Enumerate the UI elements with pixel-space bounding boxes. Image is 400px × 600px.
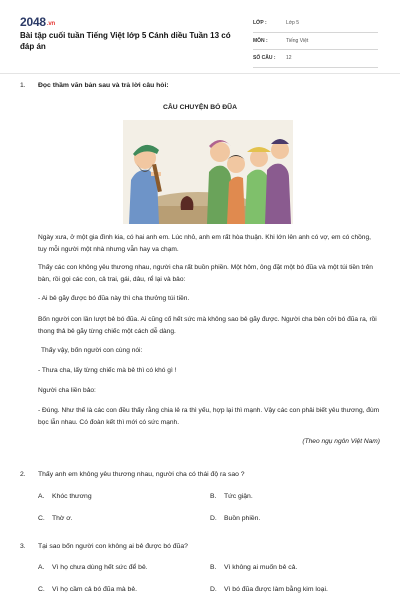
question-number: 1.: [20, 82, 26, 89]
option-key: D.: [210, 586, 217, 593]
logo-text: 2048: [20, 15, 46, 29]
option-text: Thờ ơ.: [52, 515, 73, 522]
story-paragraph: Thấy vậy, bốn người con cùng nói:: [41, 347, 143, 354]
option-key: A.: [38, 493, 45, 500]
option-d[interactable]: [210, 586, 328, 593]
question-text: Thấy anh em không yêu thương nhau, người cha có thái độ ra sao ?: [38, 471, 245, 478]
story-paragraph: - Thưa cha, lấy từng chiếc mà bẻ thì có khó gì !: [38, 367, 177, 374]
option-key: C.: [38, 515, 45, 522]
option-a[interactable]: [38, 564, 148, 571]
question-number: 3.: [20, 543, 26, 550]
question-prompt: Đọc thầm văn bản sau và trả lời câu hỏi:: [38, 82, 169, 89]
meta-row-class: [253, 15, 378, 33]
meta-value: Tiếng Việt: [286, 37, 309, 44]
option-b[interactable]: [210, 564, 297, 571]
option-text: Vì họ chưa dùng hết sức để bẻ.: [52, 564, 148, 571]
meta-label: MÔN :: [253, 37, 268, 44]
option-d[interactable]: [210, 515, 260, 522]
site-logo[interactable]: [20, 15, 55, 29]
story-illustration: [123, 120, 293, 224]
question-number: 2.: [20, 471, 26, 478]
option-text: Khóc thương: [52, 493, 92, 500]
meta-row-subject: [253, 33, 378, 51]
option-key: C.: [38, 586, 45, 593]
option-text: Tức giận.: [224, 493, 253, 500]
story-source: (Theo ngụ ngôn Việt Nam): [302, 438, 380, 445]
option-c[interactable]: [38, 586, 137, 593]
logo-tld: .vn: [46, 21, 55, 27]
option-key: B.: [210, 493, 217, 500]
option-b[interactable]: [210, 493, 253, 500]
meta-info: [253, 15, 378, 68]
option-text: Vì bó đũa được làm bằng kim loại.: [224, 586, 328, 593]
option-key: A.: [38, 564, 45, 571]
meta-row-count: [253, 50, 378, 68]
meta-label: LỚP :: [253, 20, 267, 27]
story-paragraph: Thấy các con không yêu thương nhau, người cha rất buồn phiền. Một hôm, ông đặt một bó đũa và một túi tiền trên bàn, rồi gọi các con, cả trai, gái, dâu, rể lại và bảo:: [38, 264, 373, 283]
option-text: Vì họ cầm cả bó đũa mà bẻ.: [52, 586, 138, 593]
meta-value: Lớp 5: [286, 20, 300, 27]
meta-value: 12: [286, 55, 292, 62]
story-paragraph: Ngày xưa, ở một gia đình kia, có hai anh em. Lúc nhỏ, anh em rất hòa thuận. Khi lớn lên anh có vợ, em có chồng, tuy mỗi người một nhà nhưng vẫn hay va chạm.: [38, 234, 371, 253]
story-paragraph: Bốn người con lần lượt bẻ bó đũa. Ai cũng cố hết sức mà không sao bẻ gãy được. Người cha bèn cởi bó đũa ra, rồi thong thả bẻ gãy từng chiếc một cách dễ dàng.: [38, 316, 377, 335]
option-c[interactable]: [38, 515, 73, 522]
page-title: Bài tập cuối tuần Tiếng Việt lớp 5 Cánh diều Tuần 13 có đáp án: [20, 31, 231, 51]
header-divider: [0, 73, 400, 74]
option-a[interactable]: [38, 493, 92, 500]
story-paragraph: Người cha liền bảo:: [38, 387, 96, 394]
meta-label: SỐ CÂU :: [253, 55, 276, 62]
option-text: Buồn phiền.: [224, 515, 261, 522]
story-paragraph: - Ai bẻ gãy được bó đũa này thì cha thưởng túi tiền.: [38, 295, 190, 302]
story-title: CÂU CHUYỆN BÓ ĐŨA: [162, 104, 237, 111]
option-key: B.: [210, 564, 217, 571]
question-text: Tại sao bốn người con không ai bẻ được bó đũa?: [38, 543, 188, 550]
option-text: Vì không ai muốn bẻ cả.: [224, 564, 298, 571]
option-key: D.: [210, 515, 217, 522]
story-paragraph: - Đúng. Như thế là các con đều thấy rằng chia lẻ ra thì yếu, hợp lại thì mạnh. Vậy các con phải biết yêu thương, đùm bọc lẫn nhau. Có đoàn kết thì mới có sức mạnh.: [38, 407, 380, 426]
